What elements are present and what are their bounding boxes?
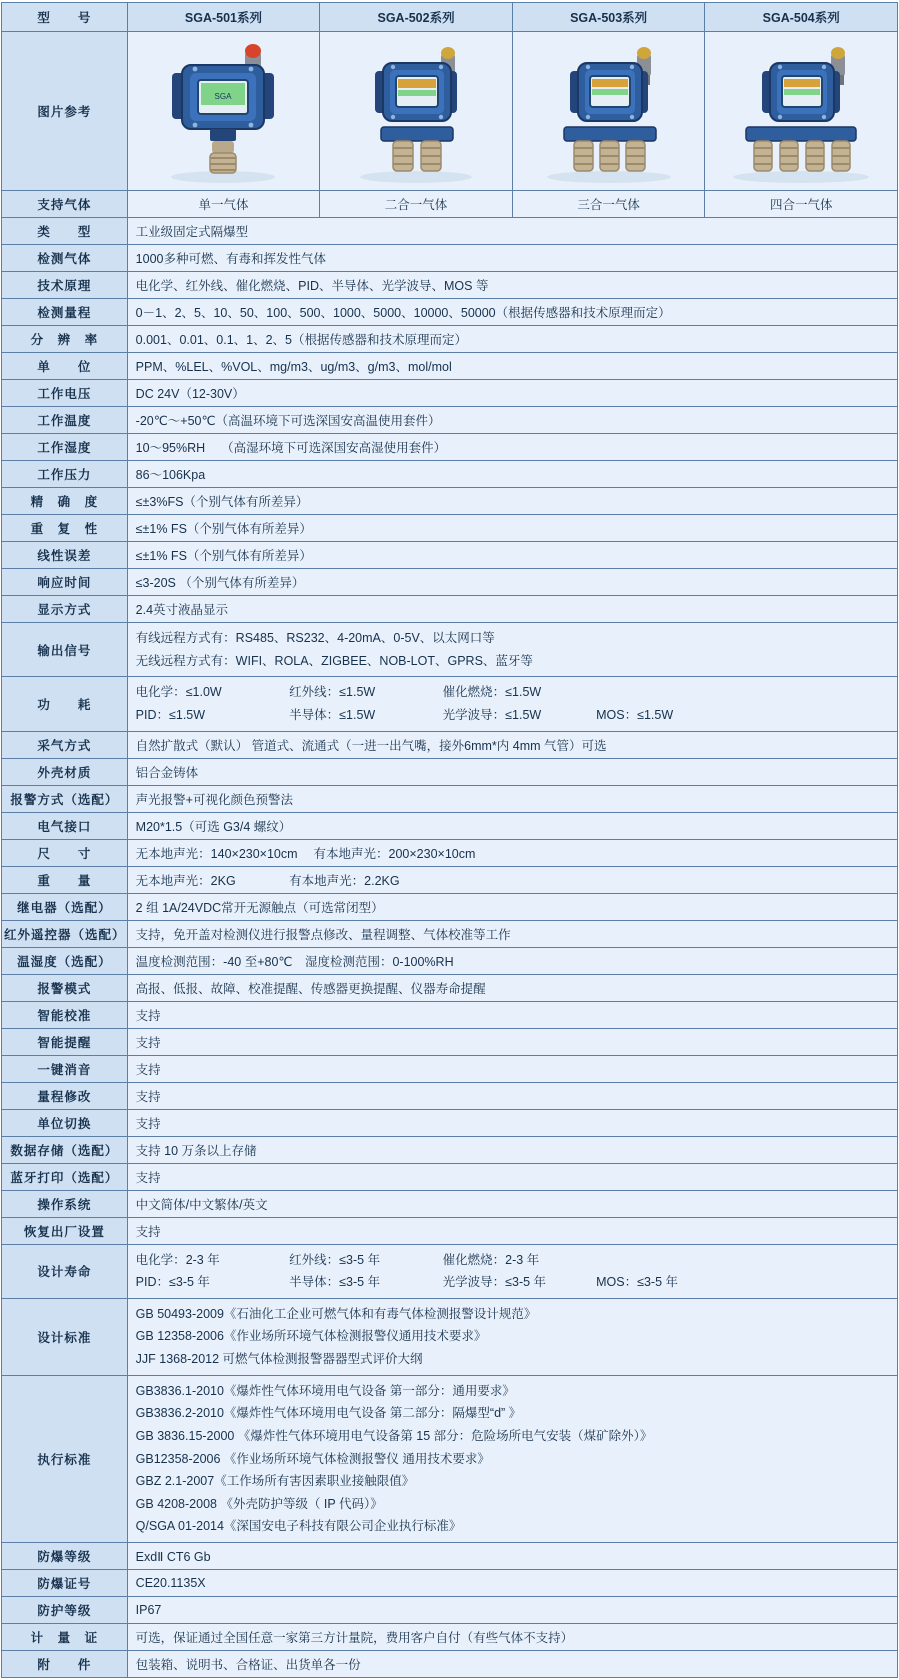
row-value-resolution: 0.001、0.01、0.1、1、2、5（根据传感器和技术原理而定）	[127, 326, 897, 353]
row-label-repeatability: 重 复 性	[2, 515, 128, 542]
execution-standard-line: GB 3836.15-2000 《爆炸性气体环境用电气设备第 15 部分：危险场所电气安装（煤矿除外）》	[135, 1428, 653, 1443]
row-value-weight: 无本地声光：2KG 有本地声光：2.2KG	[127, 866, 897, 893]
row-label-accuracy: 精 确 度	[2, 488, 128, 515]
table-row-resolution	[2, 326, 898, 353]
table-row-data-storage	[2, 1136, 898, 1163]
life-infrared: 红外线：≤3-5 年	[289, 1252, 381, 1267]
row-label-design-life: 设计寿命	[2, 1244, 128, 1298]
table-row-supported-gas	[2, 191, 898, 218]
row-label-pressure: 工作压力	[2, 461, 128, 488]
row-value-temp-humidity-option: 温度检测范围：-40 至+80℃ 湿度检测范围：0-100%RH	[127, 947, 897, 974]
table-row-linearity	[2, 542, 898, 569]
row-label-range-modify: 量程修改	[2, 1082, 128, 1109]
model-header-503: SGA-503系列	[512, 3, 705, 32]
power-semiconductor: 半导体：≤1.5W	[289, 707, 376, 722]
device-image-504	[705, 32, 898, 191]
row-value-display: 2.4英寸液晶显示	[127, 596, 897, 623]
row-value-alarm-mode-option: 声光报警+可视化颜色预警法	[127, 785, 897, 812]
table-row-size	[2, 839, 898, 866]
row-label-bluetooth-print: 蓝牙打印（选配）	[2, 1163, 128, 1190]
table-row-smart-calibration	[2, 1001, 898, 1028]
model-header-501: SGA-501系列	[127, 3, 320, 32]
table-row-bluetooth-print	[2, 1163, 898, 1190]
row-value-ir-remote: 支持，免开盖对检测仪进行报警点修改、量程调整、气体校准等工作	[127, 920, 897, 947]
row-label-range: 检测量程	[2, 299, 128, 326]
row-label-temp-humidity-option: 温湿度（选配）	[2, 947, 128, 974]
row-label-response-time: 响应时间	[2, 569, 128, 596]
life-catalytic: 催化燃烧：2-3 年	[442, 1252, 540, 1267]
table-row-type	[2, 218, 898, 245]
row-value-data-storage: 支持 10 万条以上存储	[127, 1136, 897, 1163]
row-label-output-signal: 输出信号	[2, 623, 128, 677]
life-semiconductor: 半导体：≤3-5 年	[289, 1275, 381, 1290]
row-label-alarm-mode: 报警模式	[2, 974, 128, 1001]
row-label-unit: 单 位	[2, 353, 128, 380]
gas-detector-1port-icon	[130, 35, 316, 187]
row-label-execution-standard: 执行标准	[2, 1375, 128, 1542]
row-label-sampling: 采气方式	[2, 731, 128, 758]
row-label-alarm-mode-option: 报警方式（选配）	[2, 785, 128, 812]
life-optical-waveguide: 光学波导：≤3-5 年	[442, 1275, 547, 1290]
row-value-response-time: ≤3-20S （个别气体有所差异）	[127, 569, 897, 596]
power-electrochemical: 电化学：≤1.0W	[135, 685, 222, 700]
table-row-voltage	[2, 380, 898, 407]
supported-gas-503: 三合一气体	[512, 191, 705, 218]
power-catalytic: 催化燃烧：≤1.5W	[442, 685, 542, 700]
execution-standard-line: GB 4208-2008 《外壳防护等级（ IP 代码）》	[135, 1496, 383, 1511]
design-standard-line: GB 50493-2009《石油化工企业可燃气体和有毒气体检测报警设计规范》	[135, 1306, 537, 1321]
gas-detector-4port-icon	[708, 35, 894, 187]
row-value-operating-system: 中文简体/中文繁体/英文	[127, 1190, 897, 1217]
execution-standard-line: GBZ 2.1-2007《工作场所有害因素职业接触限值》	[135, 1474, 415, 1489]
row-label-resolution: 分 辨 率	[2, 326, 128, 353]
row-label-smart-reminder: 智能提醒	[2, 1028, 128, 1055]
device-image-501	[127, 32, 320, 191]
gas-detector-3port-icon	[516, 35, 702, 187]
supported-gas-502: 二合一气体	[320, 191, 513, 218]
output-wired-line: 有线远程方式有：RS485、RS232、4-20mA、0-5V、以太网口等	[135, 631, 495, 645]
row-value-accuracy: ≤±3%FS（个别气体有所差异）	[127, 488, 897, 515]
row-value-alarm-mode: 高报、低报、故障、校准提醒、传感器更换提醒、仪器寿命提醒	[127, 974, 897, 1001]
table-row-design-life	[2, 1244, 898, 1298]
row-label-linearity: 线性误差	[2, 542, 128, 569]
table-row-response-time	[2, 569, 898, 596]
row-label-principle: 技术原理	[2, 272, 128, 299]
row-label-weight: 重 量	[2, 866, 128, 893]
row-value-output-signal	[127, 623, 897, 677]
table-row-repeatability	[2, 515, 898, 542]
row-value-type: 工业级固定式隔爆型	[127, 218, 897, 245]
table-row-accuracy	[2, 488, 898, 515]
specification-table	[1, 2, 898, 1678]
model-header-504: SGA-504系列	[705, 3, 898, 32]
row-value-metrology-cert: 可选，保证通过全国任意一家第三方计量院，费用客户自付（有些气体不支持）	[127, 1624, 897, 1651]
execution-standard-line: Q/SGA 01-2014《深国安电子科技有限公司企业执行标准》	[135, 1519, 462, 1534]
table-row-smart-reminder	[2, 1028, 898, 1055]
row-label-image-reference: 图片参考	[2, 32, 128, 191]
design-standard-line: GB 12358-2006《作业场所环境气体检测报警仪通用技术要求》	[135, 1329, 487, 1344]
row-value-design-life	[127, 1244, 897, 1298]
row-value-humidity: 10～95%RH （高湿环境下可选深国安高湿使用套件）	[127, 434, 897, 461]
row-label-operating-system: 操作系统	[2, 1190, 128, 1217]
power-optical-waveguide: 光学波导：≤1.5W	[442, 707, 542, 722]
table-row-operating-system	[2, 1190, 898, 1217]
table-row-one-key-mute	[2, 1055, 898, 1082]
table-row-electrical-interface	[2, 812, 898, 839]
table-row-metrology-cert	[2, 1624, 898, 1651]
row-label-humidity: 工作湿度	[2, 434, 128, 461]
row-value-smart-reminder: 支持	[127, 1028, 897, 1055]
row-value-detect-gas: 1000多种可燃、有毒和挥发性气体	[127, 245, 897, 272]
row-value-range: 0－1、2、5、10、50、100、500、1000、5000、10000、50000（根据传感器和技术原理而定）	[127, 299, 897, 326]
supported-gas-504: 四合一气体	[705, 191, 898, 218]
table-row-principle	[2, 272, 898, 299]
table-row-ip-grade	[2, 1597, 898, 1624]
row-label-model: 型 号	[2, 3, 128, 32]
power-line-1	[136, 681, 889, 704]
table-row-model	[2, 3, 898, 32]
row-value-pressure: 86～106Kpa	[127, 461, 897, 488]
row-label-shell-material: 外壳材质	[2, 758, 128, 785]
row-label-type: 类 型	[2, 218, 128, 245]
table-row-temp-humidity-option	[2, 947, 898, 974]
row-label-accessories: 附 件	[2, 1651, 128, 1678]
table-row-ir-remote	[2, 920, 898, 947]
row-label-one-key-mute: 一键消音	[2, 1055, 128, 1082]
life-mos: MOS：≤3-5 年	[596, 1275, 679, 1290]
row-value-accessories: 包装箱、说明书、合格证、出货单各一份	[127, 1651, 897, 1678]
power-pid: PID：≤1.5W	[135, 707, 206, 722]
table-row-alarm-mode-option	[2, 785, 898, 812]
table-row-unit	[2, 353, 898, 380]
gas-detector-2port-icon	[323, 35, 509, 187]
table-row-unit-switch	[2, 1109, 898, 1136]
row-label-detect-gas: 检测气体	[2, 245, 128, 272]
row-value-temperature: -20℃～+50℃（高温环境下可选深国安高温使用套件）	[127, 407, 897, 434]
device-image-502	[320, 32, 513, 191]
row-value-execution-standard	[127, 1375, 897, 1542]
row-label-ex-grade: 防爆等级	[2, 1543, 128, 1570]
table-row-images	[2, 32, 898, 191]
supported-gas-501: 单一气体	[127, 191, 320, 218]
row-label-metrology-cert: 计 量 证	[2, 1624, 128, 1651]
table-row-range	[2, 299, 898, 326]
table-row-humidity	[2, 434, 898, 461]
table-row-sampling	[2, 731, 898, 758]
table-row-detect-gas	[2, 245, 898, 272]
row-value-electrical-interface: M20*1.5（可选 G3/4 螺纹）	[127, 812, 897, 839]
row-label-size: 尺 寸	[2, 839, 128, 866]
table-row-shell-material	[2, 758, 898, 785]
table-row-range-modify	[2, 1082, 898, 1109]
row-value-voltage: DC 24V（12-30V）	[127, 380, 897, 407]
row-value-ex-cert-no: CE20.1135X	[127, 1570, 897, 1597]
row-label-display: 显示方式	[2, 596, 128, 623]
row-value-factory-reset: 支持	[127, 1217, 897, 1244]
row-label-factory-reset: 恢复出厂设置	[2, 1217, 128, 1244]
life-line-1	[136, 1249, 889, 1272]
row-label-voltage: 工作电压	[2, 380, 128, 407]
row-label-electrical-interface: 电气接口	[2, 812, 128, 839]
table-row-execution-standard	[2, 1375, 898, 1542]
row-label-data-storage: 数据存储（选配）	[2, 1136, 128, 1163]
row-label-relay: 继电器（选配）	[2, 893, 128, 920]
table-row-factory-reset	[2, 1217, 898, 1244]
row-label-smart-calibration: 智能校准	[2, 1001, 128, 1028]
row-label-power: 功 耗	[2, 677, 128, 731]
row-value-principle: 电化学、红外线、催化燃烧、PID、半导体、光学波导、MOS 等	[127, 272, 897, 299]
row-value-smart-calibration: 支持	[127, 1001, 897, 1028]
row-label-supported-gas: 支持气体	[2, 191, 128, 218]
table-row-display	[2, 596, 898, 623]
row-value-one-key-mute: 支持	[127, 1055, 897, 1082]
output-wireless-line: 无线远程方式有：WIFI、ROLA、ZIGBEE、NOB-LOT、GPRS、蓝牙等	[135, 653, 533, 668]
table-row-accessories	[2, 1651, 898, 1678]
row-value-ip-grade: IP67	[127, 1597, 897, 1624]
table-row-ex-cert-no	[2, 1570, 898, 1597]
row-value-sampling: 自然扩散式（默认） 管道式、流通式（一进一出气嘴，接外6mm*内 4mm 气管）可选	[127, 731, 897, 758]
table-row-alarm-mode	[2, 974, 898, 1001]
power-line-2	[136, 704, 889, 727]
execution-standard-line: GB12358-2006 《作业场所环境气体检测报警仪 通用技术要求》	[135, 1451, 490, 1466]
row-value-size: 无本地声光：140×230×10cm 有本地声光：200×230×10cm	[127, 839, 897, 866]
table-row-design-standard	[2, 1298, 898, 1375]
row-label-design-standard: 设计标准	[2, 1298, 128, 1375]
model-header-502: SGA-502系列	[320, 3, 513, 32]
life-electrochemical: 电化学：2-3 年	[135, 1252, 220, 1267]
table-row-relay	[2, 893, 898, 920]
power-mos: MOS：≤1.5W	[596, 707, 674, 722]
row-value-linearity: ≤±1% FS（个别气体有所差异）	[127, 542, 897, 569]
design-standard-line: JJF 1368-2012 可燃气体检测报警器器型式评价大纲	[135, 1352, 423, 1366]
row-value-shell-material: 铝合金铸体	[127, 758, 897, 785]
row-value-unit-switch: 支持	[127, 1109, 897, 1136]
row-value-design-standard	[127, 1298, 897, 1375]
life-line-2	[136, 1271, 889, 1294]
row-value-bluetooth-print: 支持	[127, 1163, 897, 1190]
row-value-range-modify: 支持	[127, 1082, 897, 1109]
row-label-ip-grade: 防护等级	[2, 1597, 128, 1624]
table-row-ex-grade	[2, 1543, 898, 1570]
execution-standard-line: GB3836.1-2010《爆炸性气体环境用电气设备 第一部分：通用要求》	[135, 1383, 515, 1398]
table-row-temperature	[2, 407, 898, 434]
row-label-unit-switch: 单位切换	[2, 1109, 128, 1136]
table-row-output-signal	[2, 623, 898, 677]
execution-standard-line: GB3836.2-2010《爆炸性气体环境用电气设备 第二部分：隔爆型“d” 》	[135, 1406, 522, 1421]
table-row-weight	[2, 866, 898, 893]
row-value-power	[127, 677, 897, 731]
svg-text:SGA: SGA	[215, 92, 232, 101]
power-infrared: 红外线：≤1.5W	[289, 685, 376, 700]
spec-sheet	[0, 2, 899, 1678]
row-value-unit: PPM、%LEL、%VOL、mg/m3、ug/m3、g/m3、mol/mol	[127, 353, 897, 380]
row-label-ex-cert-no: 防爆证号	[2, 1570, 128, 1597]
row-value-repeatability: ≤±1% FS（个别气体有所差异）	[127, 515, 897, 542]
row-label-ir-remote: 红外遥控器（选配）	[2, 920, 128, 947]
device-image-503	[512, 32, 705, 191]
table-row-power	[2, 677, 898, 731]
row-value-relay: 2 组 1A/24VDC常开无源触点（可选常闭型）	[127, 893, 897, 920]
row-value-ex-grade: ExdⅡ CT6 Gb	[127, 1543, 897, 1570]
table-row-pressure	[2, 461, 898, 488]
life-pid: PID：≤3-5 年	[135, 1275, 210, 1290]
row-label-temperature: 工作温度	[2, 407, 128, 434]
